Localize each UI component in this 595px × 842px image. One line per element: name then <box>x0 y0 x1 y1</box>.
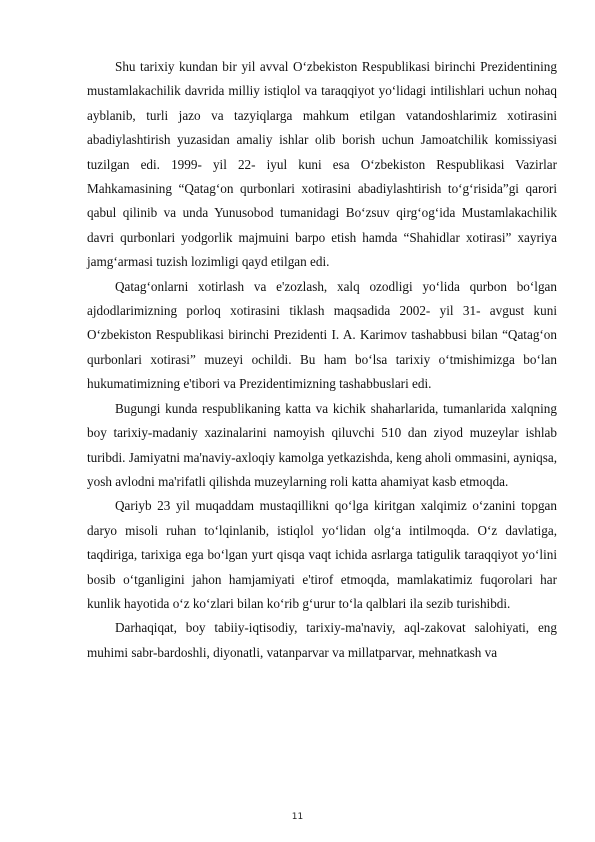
paragraph-3: Bugungi kunda respublikaning katta va kichik shaharlarida, tumanlarida xalqning boy tarixiy-madaniy xazinalarini namoyish qiluvchi 510 dan ziyod muzeylar ishlab turibdi. Jamiyatni ma'naviy-axloqiy kamolga yetkazishda, keng aholi ommasini, ayniqsa, yosh avlodni ma'rifatli qilishda muzeylarning roli katta ahamiyat kasb etmoqda. <box>87 400 557 489</box>
paragraph-4: Qariyb 23 yil muqaddam mustaqillikni qo‘lga kiritgan xalqimiz o‘zanini topgan daryo misoli ruhan to‘lqinlanib, istiqlol yo‘lidan olg‘a intilmoqda. O‘z davlatiga, taqdiriga, tarixiga ega bo‘lgan yurt qisqa vaqt ichida asrlarga tatigulik taraqqiyot yo‘lini bosib o‘tganligini jahon hamjamiyati e'tirof etmoqda, mamlakatimiz fuqorolari har kunlik hayotida o‘z ko‘zlari bilan ko‘rib g‘urur to‘la qalblari ila sezib turishibdi. <box>87 498 557 611</box>
page-number: 11 <box>291 812 304 822</box>
paragraph-5: Darhaqiqat, boy tabiiy-iqtisodiy, tarixiy-ma'naviy, aql-zakovat salohiyati, eng muhimi sabr-bardoshli, diyonatli, vatanparvar va millatparvar, mehnatkash va <box>87 620 557 660</box>
paragraph-1: Shu tarixiy kundan bir yil avval O‘zbekiston Respublikasi birinchi Prezidentining mustamlakachilik davrida milliy istiqlol va taraqqiyot yo‘lidagi intilishlari uchun nohaq ayblanib, turli jazo va tazyiqlarga mahkum etilgan vatandoshlarimiz xotirasini abadiylashtirish yuzasidan amaliy ishlar olib borish uchun Jamoatchilik komissiyasi tuzilgan edi. 1999- yil 22- iyul kuni esa O‘zbekiston Respublikasi Vazirlar Mahkamasining “Qatag‘on qurbonlari xotirasini abadiylashtirish to‘g‘risida”gi qarori qabul qilinib va unda Yunusobod tumanidagi Bo‘zsuv qirg‘og‘ida Mustamlakachilik davri qurbonlari yodgorlik majmuini barpo etish hamda “Shahidlar xotirasi” xayriya jamg‘armasi tuzish lozimligi qayd etilgan edi. <box>87 59 557 270</box>
paragraph-2: Qatag‘onlarni xotirlash va e'zozlash, xalq ozodligi yo‘lida qurbon bo‘lgan ajdodlarimizning porloq xotirasini tiklash maqsadida 2002- yil 31- avgust kuni O‘zbekiston Respublikasi birinchi Prezidenti I. A. Karimov tashabbusi bilan “Qatag‘on qurbonlari xotirasi” muzeyi ochildi. Bu ham bo‘lsa tarixiy o‘tmishimizga bo‘lan hukumatimizning e'tibori va Prezidentimizning tashabbuslari edi. <box>87 278 557 392</box>
body-text <box>87 55 557 665</box>
